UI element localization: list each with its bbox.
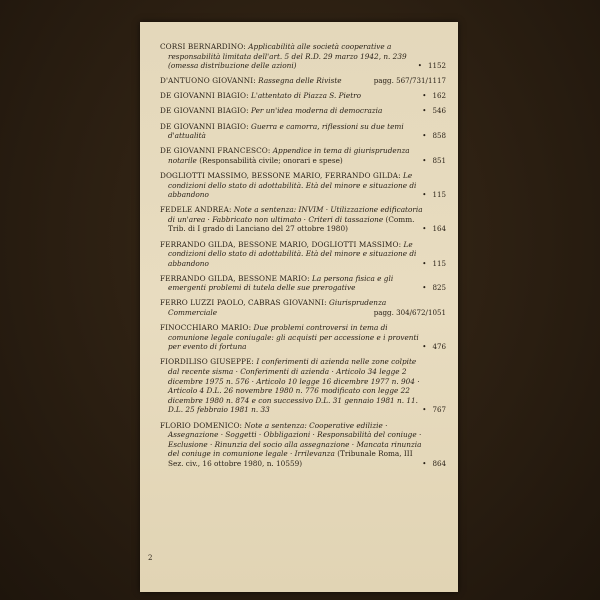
page-reference <box>422 190 446 200</box>
page-value: 115 <box>432 258 446 268</box>
leader-dot: • <box>422 106 427 116</box>
leader-dot: • <box>422 190 427 200</box>
page-reference <box>422 459 446 469</box>
page-reference <box>422 259 446 269</box>
author-name: DE GIOVANNI FRANCESCO: <box>160 146 271 156</box>
index-entry <box>160 323 450 352</box>
leader-dot: • <box>422 91 427 101</box>
page-reference <box>422 342 446 352</box>
author-name: FIORDILISO GIUSEPPE: <box>160 357 254 367</box>
entry-text <box>160 240 423 269</box>
article-title: Le condizioni dello stato di adottabilità. Età del minore e situazione di abbandono <box>168 170 417 200</box>
entry-text <box>160 106 423 116</box>
leader-dot: • <box>422 342 427 352</box>
page-value: 825 <box>432 283 446 293</box>
index-entry <box>160 122 450 141</box>
index-entry <box>160 357 450 415</box>
author-name: FLORIO DOMENICO: <box>160 420 243 430</box>
index-entry <box>160 205 450 234</box>
entry-text <box>160 122 423 141</box>
article-title: La persona fisica e gli emergenti problemi di tutela delle sue prerogative <box>168 273 394 293</box>
page-reference <box>374 308 446 318</box>
index-entry <box>160 171 450 200</box>
leader-dot: • <box>422 458 427 468</box>
author-name: FINOCCHIARO MARIO: <box>160 323 252 333</box>
index-entry <box>160 42 450 71</box>
entry-text <box>160 421 423 469</box>
author-name: FERRO LUZZI PAOLO, CABRAS GIOVANNI: <box>160 298 327 308</box>
index-entry <box>160 106 450 116</box>
author-name: FERRANDO GILDA, BESSONE MARIO: <box>160 273 310 283</box>
page-value: pagg. 304/672/1051 <box>373 308 446 318</box>
book-page <box>140 22 458 592</box>
author-name: DE GIOVANNI BIAGIO: <box>160 121 249 131</box>
author-name: DOGLIOTTI MASSIMO, BESSONE MARIO, FERRANDO GILDA: <box>160 170 401 180</box>
author-name: FEDELE ANDREA: <box>160 205 232 215</box>
article-title: Guerra e camorra, riflessioni su due temi d'attualità <box>168 121 404 141</box>
index-entry <box>160 146 450 165</box>
article-title: Note a sentenza: INVIM · Utilizzazione edificatoria di un'area · Fabbricato non ultimato · Criteri di tassazione <box>168 205 423 224</box>
entry-text <box>160 91 423 101</box>
page-value: 115 <box>432 190 446 200</box>
page-value: 851 <box>432 155 446 165</box>
article-title: Le condizioni dello stato di adottabilità. Età del minore e situazione di abbandono <box>168 239 417 268</box>
article-title: Applicabilità alle società cooperative a responsabilità limitata dell'art. 5 del R.D. 29 marzo 1942, n. 239 (omessa distribuzione delle azioni) <box>168 42 407 71</box>
index-entry <box>160 298 450 317</box>
entry-text <box>160 323 423 352</box>
page-value: 164 <box>432 224 446 234</box>
page-value: 767 <box>432 405 446 415</box>
author-name: FERRANDO GILDA, BESSONE MARIO, DOGLIOTTI MASSIMO: <box>160 239 402 249</box>
page-value: 858 <box>432 131 446 141</box>
article-title: L'attentato di Piazza S. Pietro <box>250 91 362 101</box>
article-note: (Tribunale Roma, III Sez. civ., 16 ottobre 1980, n. 10559) <box>168 449 413 468</box>
page-reference <box>374 76 446 86</box>
index-list <box>160 42 450 474</box>
leader-dot: • <box>422 405 427 415</box>
article-title: Per un'idea moderna di democrazia <box>250 106 383 116</box>
entry-text <box>160 274 423 293</box>
page-reference <box>422 156 446 166</box>
index-entry <box>160 240 450 269</box>
page-number: 2 <box>148 554 153 562</box>
article-note: (Comm. Trib. di I grado di Lanciano del 27 ottobre 1980) <box>168 214 415 234</box>
article-note: (Responsabilità civile; onorari e spese) <box>199 155 343 165</box>
entry-text <box>160 171 423 200</box>
page-reference <box>422 131 446 141</box>
leader-dot: • <box>417 61 422 71</box>
entry-text <box>160 42 423 71</box>
index-entry <box>160 76 450 86</box>
page-reference <box>422 283 446 293</box>
author-name: D'ANTUONO GIOVANNI: <box>160 76 256 86</box>
article-title: Due problemi controversi in tema di comunione legale coniugale: gli acquisti per accessione e i proventi per evento di fortuna <box>168 323 419 352</box>
leader-dot: • <box>422 224 427 234</box>
page-value: 546 <box>432 106 446 116</box>
page-reference <box>422 91 446 101</box>
index-entry <box>160 91 450 101</box>
index-entry <box>160 274 450 293</box>
leader-dot: • <box>422 283 427 293</box>
page-value: 1152 <box>427 61 446 71</box>
page-value: 476 <box>432 342 446 352</box>
leader-dot: • <box>422 131 427 141</box>
entry-text <box>160 357 423 415</box>
entry-text <box>160 146 423 165</box>
page-reference <box>422 224 446 234</box>
leader-dot: • <box>422 258 427 268</box>
author-name: CORSI BERNARDINO: <box>160 42 246 51</box>
article-title: Note a sentenza: Cooperative edilizie · Assegnazione · Soggetti · Obbligazioni · Responsabilità del coniuge · Esclusione · Rinunzia del socio alla assegnazione · Mancata rinunzia del coniuge in comunione legale · Irrilevanza <box>168 420 422 459</box>
article-title: Giurisprudenza Commerciale <box>168 298 387 318</box>
article-title: I conferimenti di azienda nelle zone colpite dal recente sisma · Conferimenti di azienda · Articolo 34 legge 2 dicembre 1975 n. 576 · Articolo 10 legge 16 dicembre 1977 n. 904 · Articolo 4 D.L. 26 novembre 1980 n. 776 modificato con legge 22 dicembre 1980 n. 874 e con successivo D.L. 31 gennaio 1981 n. 11. D.L. 25 febbraio 1981 n. 33 <box>168 357 420 415</box>
page-value: 162 <box>432 91 446 101</box>
index-entry <box>160 421 450 469</box>
entry-text <box>160 205 423 234</box>
page-reference <box>422 405 446 415</box>
page-reference <box>422 106 446 116</box>
article-title: Appendice in tema di giurisprudenza notarile <box>168 146 410 165</box>
page-value: 864 <box>432 458 446 468</box>
author-name: DE GIOVANNI BIAGIO: <box>160 91 249 101</box>
article-title: Rassegna delle Riviste <box>258 76 342 86</box>
leader-dot: • <box>422 155 427 165</box>
page-value: pagg. 567/731/1117 <box>373 76 446 86</box>
page-reference <box>418 61 446 71</box>
author-name: DE GIOVANNI BIAGIO: <box>160 106 249 116</box>
